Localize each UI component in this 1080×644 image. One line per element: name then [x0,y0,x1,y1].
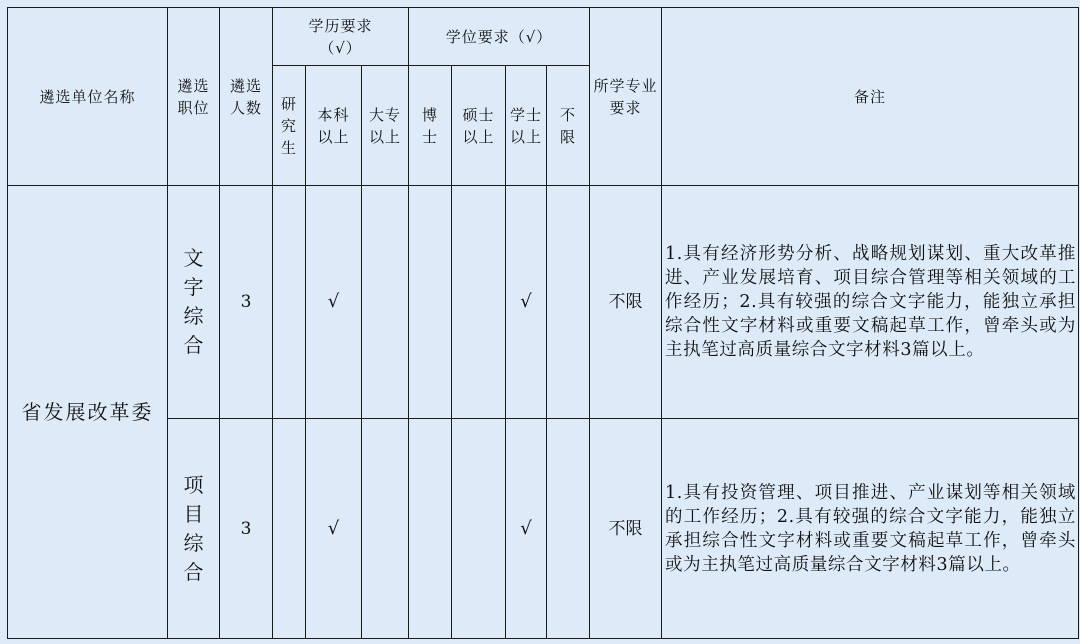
position-cell: 项目综合 [168,419,220,639]
edu-bachelor-up-cell: √ [306,419,362,639]
unit-name-cell: 省发展改革委 [8,186,168,639]
deg-bachelor-up-cell: √ [506,419,547,639]
header-education: 学历要求（√） [273,8,409,66]
header-edu-postgrad: 研究生 [273,66,306,186]
header-deg-master-up: 硕士以上 [452,66,506,186]
edu-bachelor-up-cell: √ [306,186,362,419]
header-remarks: 备注 [662,8,1079,186]
header-position: 遴选职位 [168,8,220,186]
deg-bachelor-up-cell: √ [506,186,547,419]
edu-college-up-cell [362,419,409,639]
table-row [8,186,1079,419]
edu-postgrad-cell [273,186,306,419]
header-major: 所学专业要求 [590,8,662,186]
deg-unlimited-cell [547,419,590,639]
header-edu-bachelor-up: 本科以上 [306,66,362,186]
table-row [8,419,1079,639]
major-cell: 不限 [590,186,662,419]
header-edu-college-up: 大专以上 [362,66,409,186]
header-unit-name: 遴选单位名称 [8,8,168,186]
edu-college-up-cell [362,186,409,419]
remarks-cell: 1.具有经济形势分析、战略规划谋划、重大改革推进、产业发展培育、项目综合管理等相关领域的工作经历；2.具有较强的综合文字能力，能独立承担综合性文字材料或重要文稿起草工作，曾牵头或为主执笔过高质量综合文字材料3篇以上。 [662,186,1079,419]
deg-unlimited-cell [547,186,590,419]
header-deg-bachelor-up: 学士以上 [506,66,547,186]
header-deg-unlimited: 不限 [547,66,590,186]
recruitment-table [7,7,1079,639]
deg-master-up-cell [452,419,506,639]
count-cell: 3 [220,419,273,639]
remarks-cell: 1.具有投资管理、项目推进、产业谋划等相关领域的工作经历；2.具有较强的综合文字能力，能独立承担综合性文字材料或重要文稿起草工作，曾牵头或为主执笔过高质量综合文字材料3篇以上。 [662,419,1079,639]
header-count: 遴选人数 [220,8,273,186]
deg-doctor-cell [409,186,452,419]
major-cell: 不限 [590,419,662,639]
header-row-1 [8,8,1079,66]
header-degree: 学位要求（√） [409,8,590,66]
position-cell: 文字综合 [168,186,220,419]
deg-master-up-cell [452,186,506,419]
deg-doctor-cell [409,419,452,639]
edu-postgrad-cell [273,419,306,639]
header-deg-doctor: 博士 [409,66,452,186]
count-cell: 3 [220,186,273,419]
